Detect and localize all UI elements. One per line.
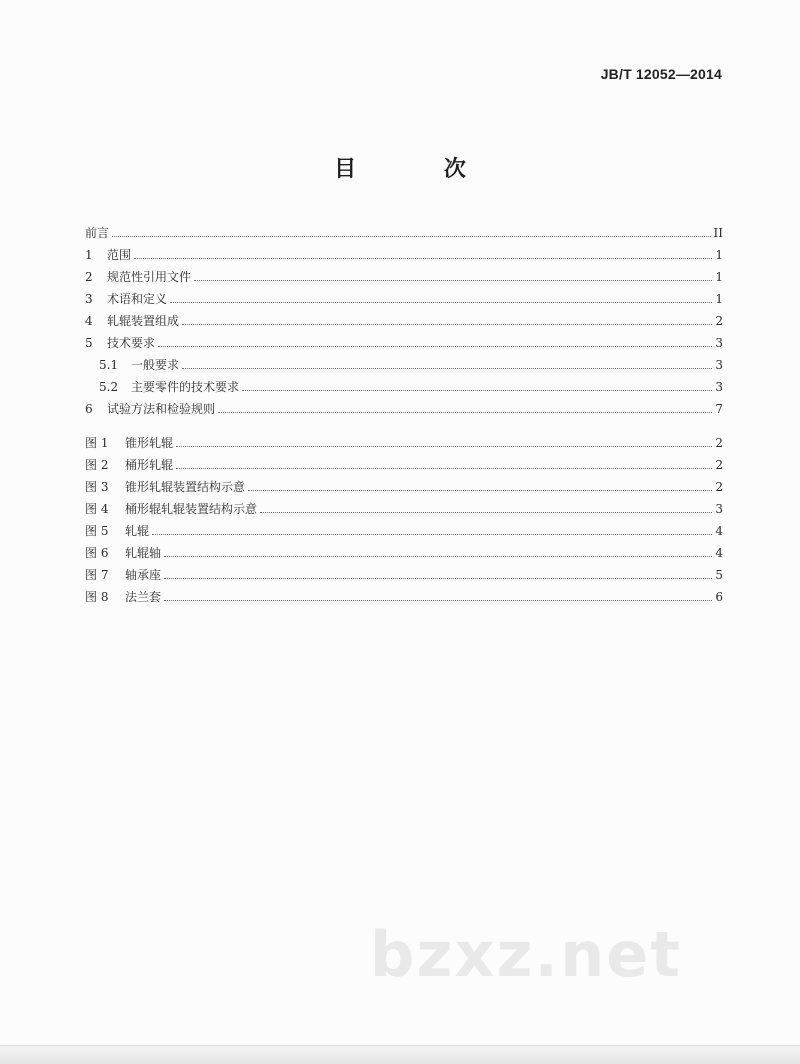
leader-dots — [218, 412, 712, 413]
figure-entry-label: 图 6 轧辊轴 — [85, 546, 162, 560]
figure-page-number: 4 — [715, 524, 723, 538]
toc-page-number: 3 — [715, 380, 723, 394]
toc-entry-label: 2 规范性引用文件 — [85, 270, 192, 284]
toc-entry-label: 6 试验方法和检验规则 — [85, 402, 216, 416]
figure-entry-label: 图 2 桶形轧辊 — [85, 458, 174, 472]
toc-page-number: 3 — [715, 336, 723, 350]
toc-entry-label: 1 范围 — [85, 248, 132, 262]
toc-entry-roll-assembly[interactable] — [85, 310, 723, 332]
figure-entry[interactable] — [85, 432, 723, 454]
leader-dots — [194, 280, 712, 281]
figure-page-number: 6 — [715, 590, 723, 604]
figure-page-number: 4 — [715, 546, 723, 560]
toc-entry-label: 5.1 一般要求 — [99, 358, 180, 372]
figure-entry[interactable] — [85, 454, 723, 476]
toc-entry-general-requirements[interactable] — [85, 354, 723, 376]
figure-entry[interactable] — [85, 520, 723, 542]
toc-page-number: 1 — [715, 248, 723, 262]
toc-entry-terms-definitions[interactable] — [85, 288, 723, 310]
toc-page-number: 3 — [715, 358, 723, 372]
toc-entry-test-methods[interactable] — [85, 398, 723, 420]
figure-page-number: 2 — [715, 480, 723, 494]
leader-dots — [182, 368, 712, 369]
leader-dots — [176, 468, 712, 469]
toc-entry-technical-requirements[interactable] — [85, 332, 723, 354]
figure-entry[interactable] — [85, 476, 723, 498]
leader-dots — [170, 302, 712, 303]
figure-page-number: 2 — [715, 458, 723, 472]
toc-page-number: 7 — [715, 402, 723, 416]
toc-entry-foreword[interactable] — [85, 222, 723, 244]
toc-page-number: 2 — [715, 314, 723, 328]
figure-entry[interactable] — [85, 542, 723, 564]
figure-entry-label: 图 7 轴承座 — [85, 568, 162, 582]
figure-entry-label: 图 5 轧辊 — [85, 524, 150, 538]
figure-entry-label: 图 8 法兰套 — [85, 590, 162, 604]
toc-page-number: 1 — [715, 292, 723, 306]
figure-page-number: 5 — [715, 568, 723, 582]
toc-entry-scope[interactable] — [85, 244, 723, 266]
leader-dots — [164, 556, 712, 557]
page-bottom-edge — [0, 1045, 800, 1064]
figure-entry[interactable] — [85, 586, 723, 608]
standard-code: JB/T 12052—2014 — [600, 66, 722, 82]
leader-dots — [176, 446, 712, 447]
figure-entry-label: 图 1 锥形轧辊 — [85, 436, 174, 450]
watermark: bzxz.net — [370, 918, 682, 991]
toc-entry-normative-references[interactable] — [85, 266, 723, 288]
toc-page-number: II — [713, 226, 723, 240]
toc-page-number: 1 — [715, 270, 723, 284]
toc-entry-label: 4 轧辊装置组成 — [85, 314, 180, 328]
figure-entry[interactable] — [85, 564, 723, 586]
leader-dots — [242, 390, 712, 391]
toc-entry-main-parts-requirements[interactable] — [85, 376, 723, 398]
figure-entry-label: 图 3 锥形轧辊装置结构示意 — [85, 480, 246, 494]
leader-dots — [112, 236, 711, 237]
leader-dots — [152, 534, 712, 535]
leader-dots — [182, 324, 712, 325]
toc-entry-label: 前言 — [85, 226, 110, 240]
toc-entry-label: 3 术语和定义 — [85, 292, 168, 306]
leader-dots — [164, 600, 712, 601]
leader-dots — [260, 512, 712, 513]
page-title: 目 次 — [334, 157, 506, 182]
figure-entry-label: 图 4 桶形辊轧辊装置结构示意 — [85, 502, 258, 516]
figure-page-number: 3 — [715, 502, 723, 516]
figure-entry[interactable] — [85, 498, 723, 520]
leader-dots — [164, 578, 712, 579]
figure-page-number: 2 — [715, 436, 723, 450]
toc-entry-label: 5 技术要求 — [85, 336, 156, 350]
list-of-figures — [85, 432, 723, 608]
leader-dots — [134, 258, 712, 259]
leader-dots — [158, 346, 712, 347]
table-of-contents — [85, 222, 723, 420]
toc-entry-label: 5.2 主要零件的技术要求 — [99, 380, 240, 394]
leader-dots — [248, 490, 712, 491]
